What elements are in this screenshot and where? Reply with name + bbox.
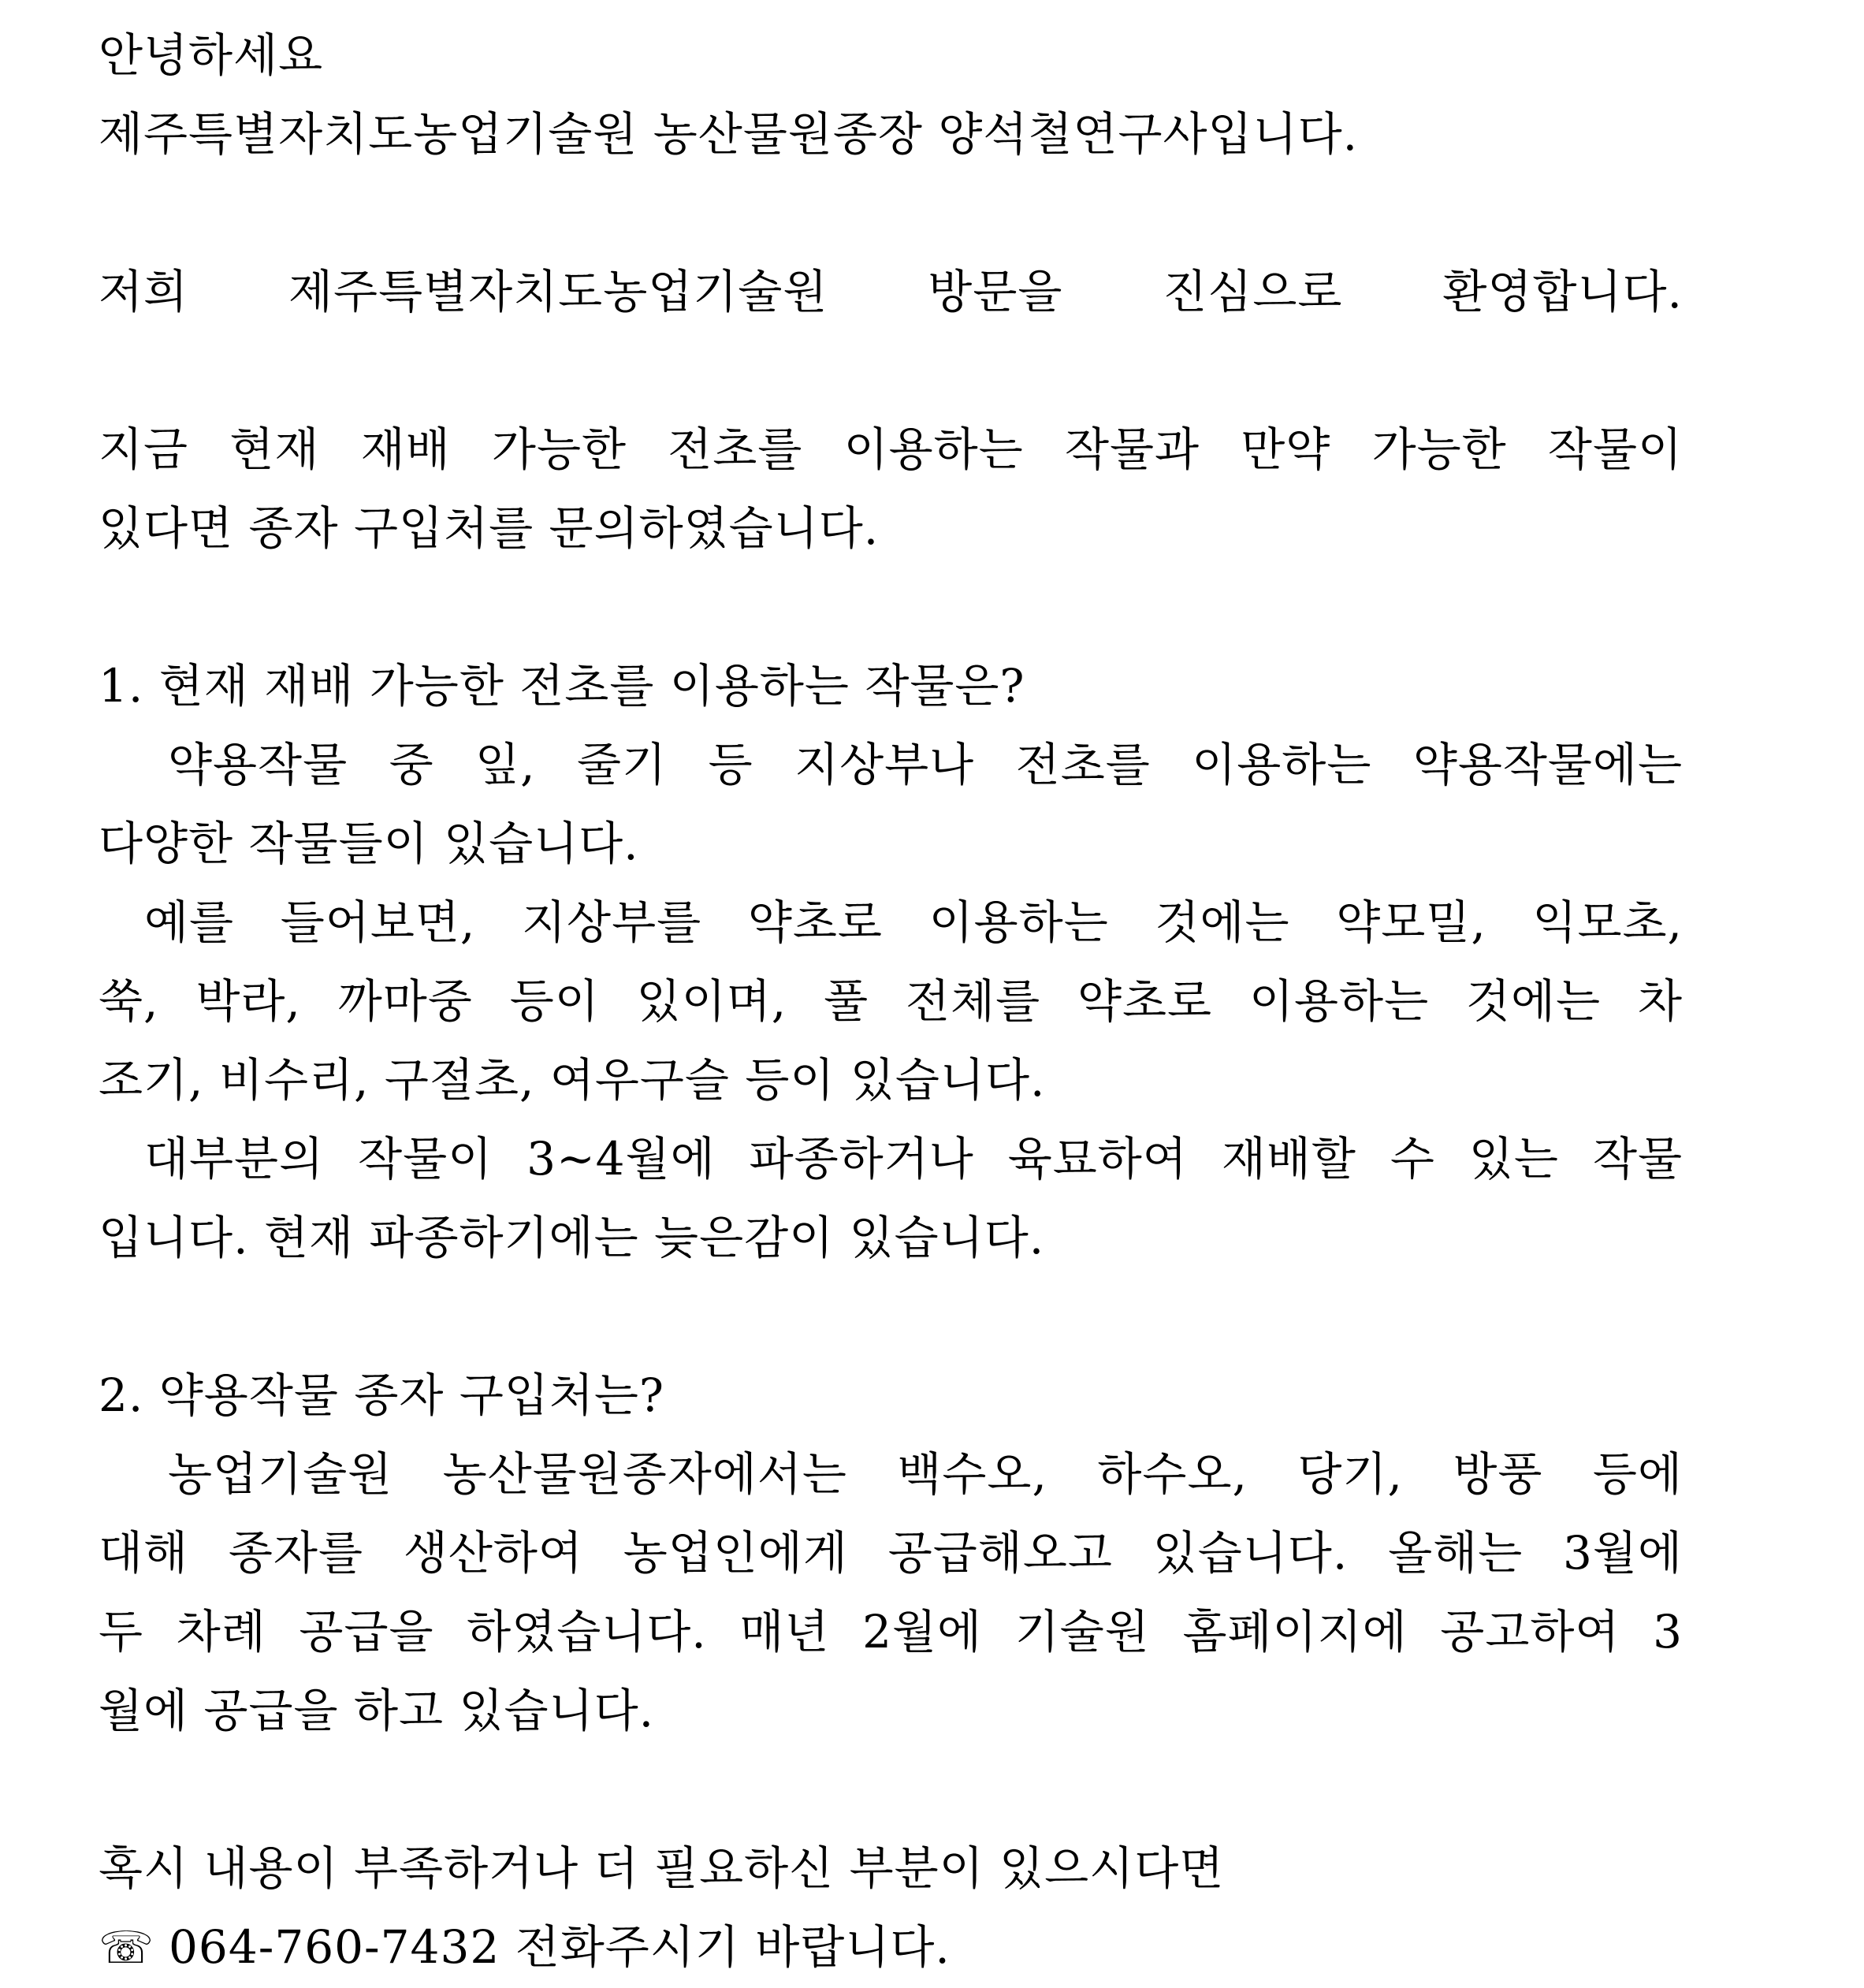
spacer	[99, 1750, 1683, 1829]
greeting: 안녕하세요	[99, 28, 324, 82]
section-2-paragraph-line-1: 농업기술원 농산물원종자에서는 백수오, 하수오, 당기, 방풍 등에	[168, 1447, 1683, 1501]
section-1-paragraph-1-line-2: 다양한 작물들이 있습니다.	[99, 817, 639, 870]
section-1-paragraph-2-line-1: 예를 들어보면, 지상부를 약초로 이용하는 것에는 약모밀, 익모초,	[144, 895, 1683, 949]
section-1-paragraph-2-line-3: 조기, 비수리, 구절초, 여우구슬 등이 있습니다.	[99, 1053, 1046, 1107]
section-1-paragraph-3-line-2: 입니다. 현재 파종하기에는 늦은감이 있습니다.	[99, 1211, 1045, 1264]
section-1-paragraph-3-line-1: 대부분의 작물이 3~4월에 파종하거나 육묘하여 재배할 수 있는 작물	[144, 1132, 1683, 1186]
section-2-paragraph-line-2: 대해 종자를 생산하여 농업인에게 공급해오고 있습니다. 올해는 3월에	[99, 1526, 1683, 1580]
question-line-2: 있다면 종자 구입처를 문의하였습니다.	[99, 501, 880, 555]
closing-line-1: 혹시 내용이 부족하거나 더 필요하신 부분이 있으시다면	[99, 1841, 1225, 1895]
welcome-line: 저희 제주특별자치도농업기술원 방문을 진심으로 환영합니다.	[99, 265, 1683, 318]
question-line-1: 지금 현재 재배 가능한 전초를 이용하는 작물과 만약 가능한 작물이	[99, 423, 1683, 476]
spacer	[99, 173, 1683, 252]
closing-line-2	[99, 1908, 1683, 1986]
intro-line: 제주특별자치도농업기술원 농산물원종장 양석철연구사입니다.	[99, 107, 1359, 161]
section-1-paragraph-2-line-2: 쑥, 박라, 까마중 등이 있이며, 풀 전체를 약초로 이용하는 것에는 차	[99, 974, 1683, 1028]
closing-suffix: 전화주시기 바랍니다.	[515, 1920, 951, 1974]
telephone-icon: ☏	[99, 1923, 155, 1974]
spacer	[99, 1277, 1683, 1356]
phone-number: 064-760-7432	[169, 1920, 500, 1974]
spacer	[99, 568, 1683, 646]
section-1-heading: 1. 현재 재배 가능한 전초를 이용하는 작물은?	[99, 659, 1025, 713]
section-2-paragraph-line-3: 두 차례 공급을 하였습니다. 매년 2월에 기술원 홈페이지에 공고하여 3	[99, 1605, 1683, 1659]
spacer	[99, 331, 1683, 410]
section-2-paragraph-line-4: 월에 공급을 하고 있습니다.	[99, 1684, 655, 1737]
document-body	[99, 16, 1683, 1986]
section-2-heading: 2. 약용작물 종자 구입처는?	[99, 1368, 665, 1422]
section-1-paragraph-1-line-1: 약용작물 중 잎, 줄기 등 지상부나 전초를 이용하는 약용작물에는	[168, 738, 1683, 791]
